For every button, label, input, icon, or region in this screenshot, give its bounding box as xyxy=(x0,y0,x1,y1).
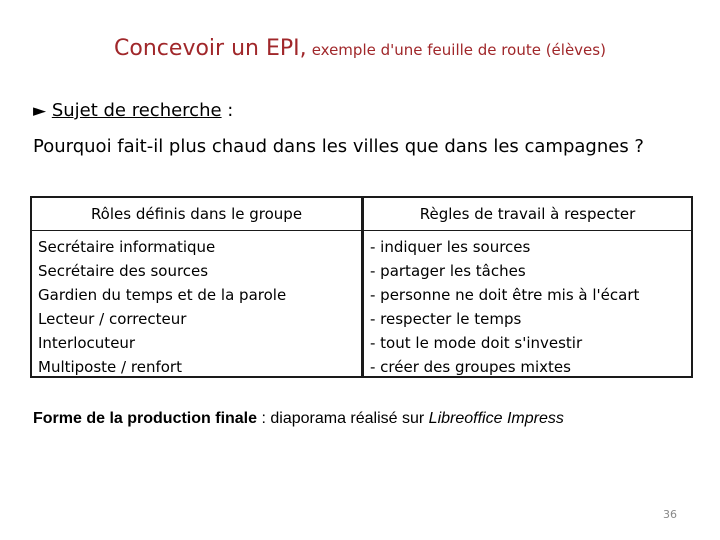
roles-header: Rôles définis dans le groupe xyxy=(32,198,361,231)
subject-label: Sujet de recherche xyxy=(51,100,222,121)
rules-header: Règles de travail à respecter xyxy=(364,198,691,231)
role-item: Interlocuteur xyxy=(38,334,136,352)
rule-item: - créer des groupes mixtes xyxy=(370,358,571,376)
final-production-line xyxy=(33,410,564,428)
production-separator: : xyxy=(257,410,271,427)
title-subtitle: exemple d'une feuille de route (élèves) xyxy=(311,41,606,59)
subject-colon: : xyxy=(221,100,234,121)
role-item: Secrétaire des sources xyxy=(38,262,209,280)
roles-list xyxy=(32,231,361,379)
research-question: Pourquoi fait-il plus chaud dans les villes que dans les campagnes ? xyxy=(33,136,644,157)
role-item: Lecteur / correcteur xyxy=(38,310,187,328)
black-right-pointer-icon: ► xyxy=(33,101,47,121)
rule-item: - personne ne doit être mis à l'écart xyxy=(370,286,640,304)
rule-item: - indiquer les sources xyxy=(370,238,531,256)
slide-title xyxy=(0,36,720,61)
rule-item: - respecter le temps xyxy=(370,310,522,328)
production-label: Forme de la production finale xyxy=(33,410,258,427)
subject-line xyxy=(33,100,233,121)
role-item: Secrétaire informatique xyxy=(38,238,216,256)
production-software: Libreoffice Impress xyxy=(428,410,564,427)
role-item: Gardien du temps et de la parole xyxy=(38,286,287,304)
rules-table-column xyxy=(362,196,693,378)
role-item: Multiposte / renfort xyxy=(38,358,182,376)
title-main: Concevoir un EPI, xyxy=(114,36,307,61)
production-text: diaporama réalisé sur xyxy=(270,410,429,427)
rule-item: - tout le mode doit s'investir xyxy=(370,334,583,352)
roles-table-column xyxy=(30,196,363,378)
rule-item: - partager les tâches xyxy=(370,262,526,280)
rules-list xyxy=(364,231,691,379)
page-number: 36 xyxy=(663,508,677,521)
